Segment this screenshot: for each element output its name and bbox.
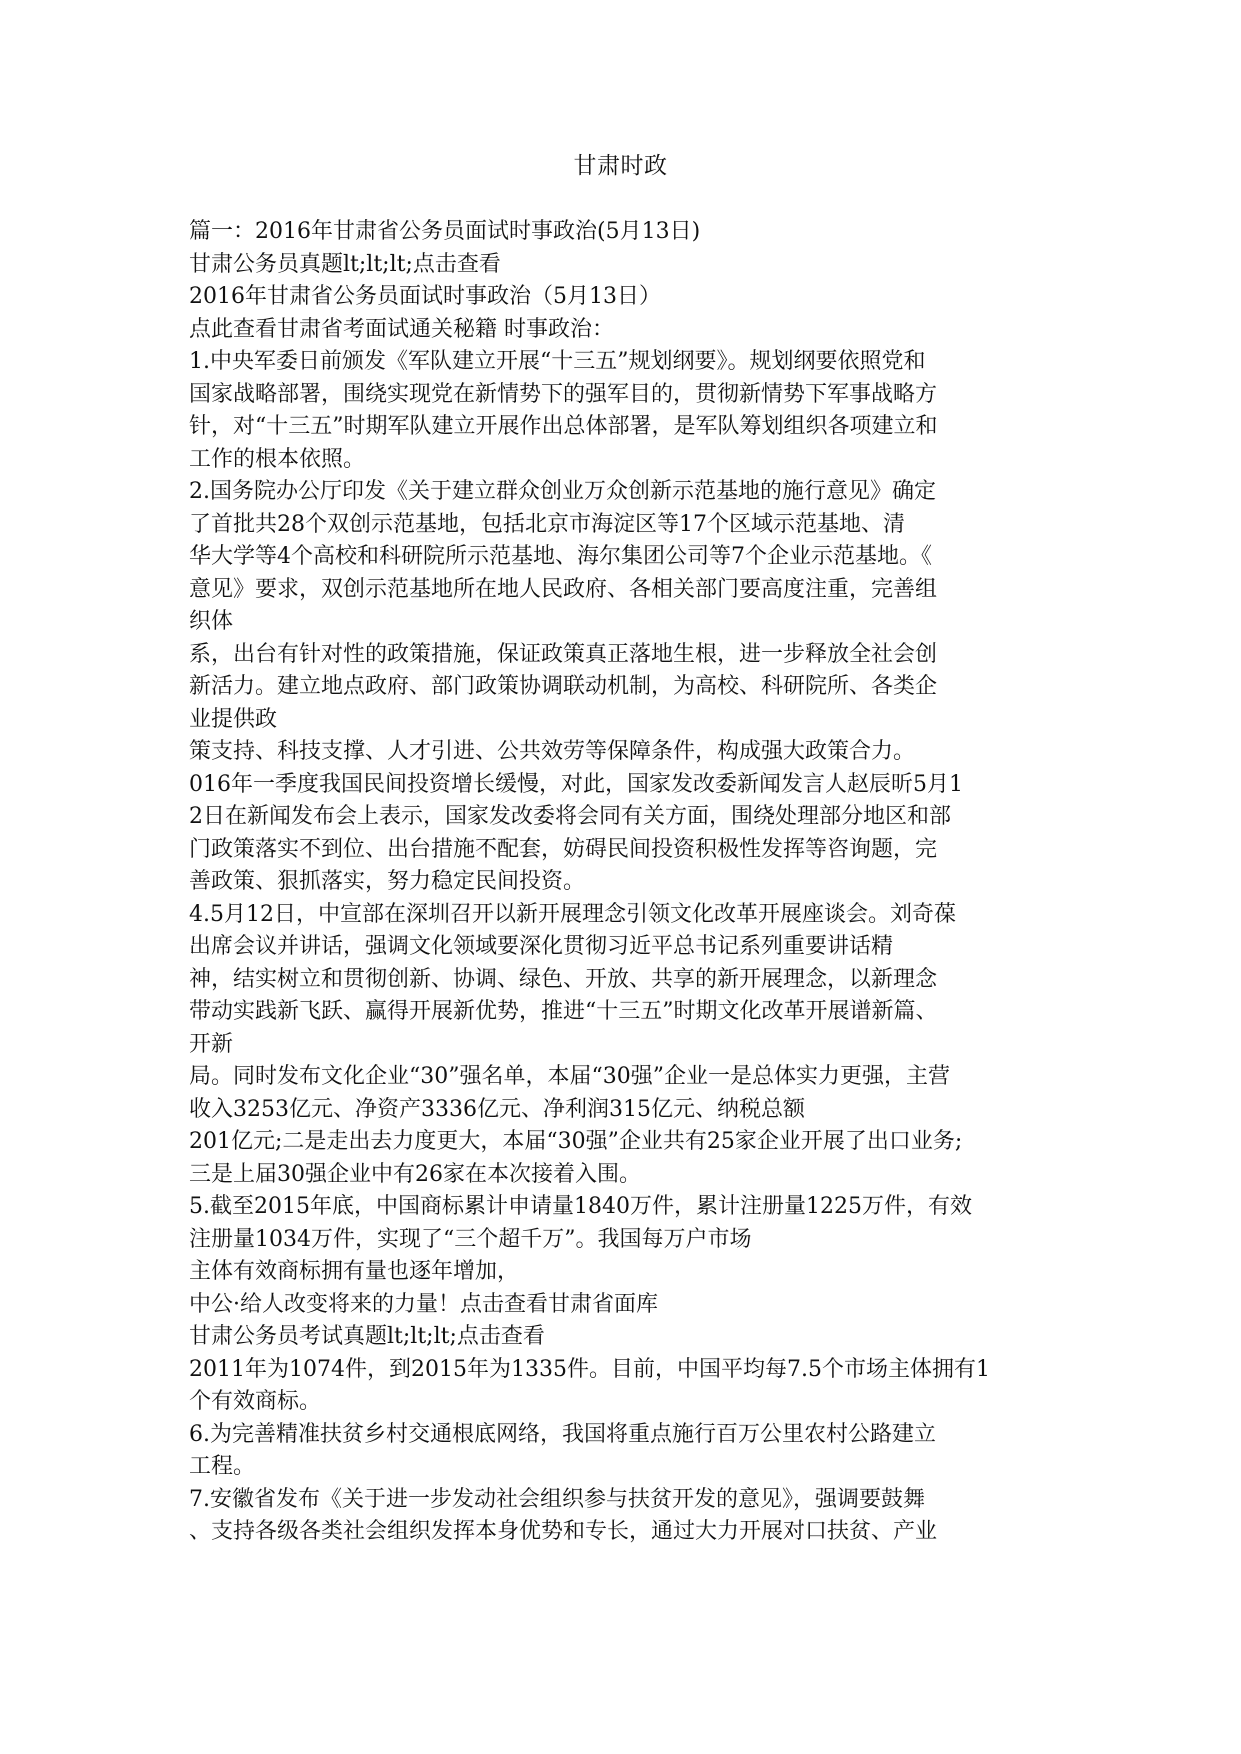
text-line: 甘肃公务员真题lt;lt;lt;点击查看 bbox=[189, 251, 501, 277]
text-line: 织体 bbox=[189, 609, 234, 634]
document-title: 甘肃时政 bbox=[573, 153, 668, 179]
text-line: 了首批共28个双创示范基地，包括北京市海淀区等17个区域示范基地、清 bbox=[189, 511, 905, 537]
text-line: 策支持、科技支撑、人才引进、公共效劳等保障条件，构成强大政策合力。 bbox=[189, 739, 916, 764]
text-line: 4.5月12日，中宣部在深圳召开以新开展理念引领文化改革开展座谈会。刘奇葆 bbox=[189, 901, 956, 927]
text-line: 国家战略部署，围绕实现党在新情势下的强军目的，贯彻新情势下军事战略方 bbox=[189, 381, 938, 407]
text-line: 5.截至2015年底，中国商标累计申请量1840万件，累计注册量1225万件，有效 bbox=[189, 1194, 972, 1219]
text-line: 门政策落实不到位、出台措施不配套，妨碍民间投资积极性发挥等咨询题，完 bbox=[189, 836, 938, 862]
text-line: 、支持各级各类社会组织发挥本身优势和专长，通过大力开展对口扶贫、产业 bbox=[189, 1519, 938, 1544]
text-line: 注册量1034万件，实现了“三个超千万”。我国每万户市场 bbox=[189, 1226, 752, 1252]
text-line: 系，出台有针对性的政策措施，保证政策真正落地生根，进一步释放全社会创 bbox=[189, 641, 938, 667]
text-line: 三是上届30强企业中有26家在本次接着入围。 bbox=[189, 1161, 641, 1187]
text-line: 带动实践新飞跃、赢得开展新优势，推进“十三五”时期文化改革开展谱新篇、 bbox=[189, 999, 938, 1024]
text-line: 收入3253亿元、净资产3336亿元、净利润315亿元、纳税总额 bbox=[189, 1096, 805, 1122]
text-line: 7.安徽省发布《关于进一步发动社会组织参与扶贫开发的意见》，强调要鼓舞 bbox=[189, 1486, 925, 1512]
text-line: 6.为完善精准扶贫乡村交通根底网络，我国将重点施行百万公里农村公路建立 bbox=[189, 1421, 936, 1447]
document-body bbox=[189, 216, 1049, 1549]
text-line: 新活力。建立地点政府、部门政策协调联动机制，为高校、科研院所、各类企 bbox=[189, 674, 938, 699]
text-line: 甘肃公务员考试真题lt;lt;lt;点击查看 bbox=[189, 1324, 545, 1349]
text-line: 2011年为1074件，到2015年为1335件。目前，中国平均每7.5个市场主体拥有1 bbox=[189, 1356, 990, 1382]
text-line: 点此查看甘肃省考面试通关秘籍 时事政治： bbox=[189, 316, 614, 342]
text-line: 中公·给人改变将来的力量！点击查看甘肃省面库 bbox=[189, 1291, 658, 1317]
text-line: 华大学等4个高校和科研院所示范基地、海尔集团公司等7个企业示范基地。《 bbox=[189, 544, 932, 569]
text-line: 主体有效商标拥有量也逐年增加， bbox=[189, 1259, 520, 1284]
text-line: 开新 bbox=[189, 1031, 234, 1057]
text-line: 出席会议并讲话，强调文化领域要深化贯彻习近平总书记系列重要讲话精 bbox=[189, 934, 894, 959]
text-line: 1.中央军委日前颁发《军队建立开展“十三五”规划纲要》。规划纲要依照党和 bbox=[189, 349, 926, 374]
text-line: 意见》要求，双创示范基地所在地人民政府、各相关部门要高度注重，完善组 bbox=[189, 576, 938, 602]
text-line: 工程。 bbox=[189, 1454, 256, 1479]
text-line: 业提供政 bbox=[189, 706, 278, 732]
text-line: 2.国务院办公厅印发《关于建立群众创业万众创新示范基地的施行意见》确定 bbox=[189, 479, 936, 504]
text-line: 工作的根本依照。 bbox=[189, 446, 366, 472]
text-line: 2日在新闻发布会上表示，国家发改委将会同有关方面，围绕处理部分地区和部 bbox=[189, 804, 951, 829]
text-line: 局。同时发布文化企业“30”强名单，本届“30强”企业一是总体实力更强，主营 bbox=[189, 1064, 950, 1089]
text-line: 个有效商标。 bbox=[189, 1389, 322, 1414]
text-line: 篇一：2016年甘肃省公务员面试时事政治(5月13日) bbox=[189, 219, 701, 244]
text-line: 善政策、狠抓落实，努力稳定民间投资。 bbox=[189, 869, 586, 894]
text-line: 201亿元;二是走出去力度更大，本届“30强”企业共有25家企业开展了出口业务; bbox=[189, 1129, 963, 1154]
text-line: 针，对“十三五”时期军队建立开展作出总体部署，是军队筹划组织各项建立和 bbox=[189, 414, 938, 439]
text-line: 神，结实树立和贯彻创新、协调、绿色、开放、共享的新开展理念，以新理念 bbox=[189, 966, 938, 992]
text-line: 2016年甘肃省公务员面试时事政治（5月13日） bbox=[189, 284, 661, 309]
text-line: 016年一季度我国民间投资增长缓慢，对此，国家发改委新闻发言人赵辰昕5月1 bbox=[189, 771, 963, 797]
